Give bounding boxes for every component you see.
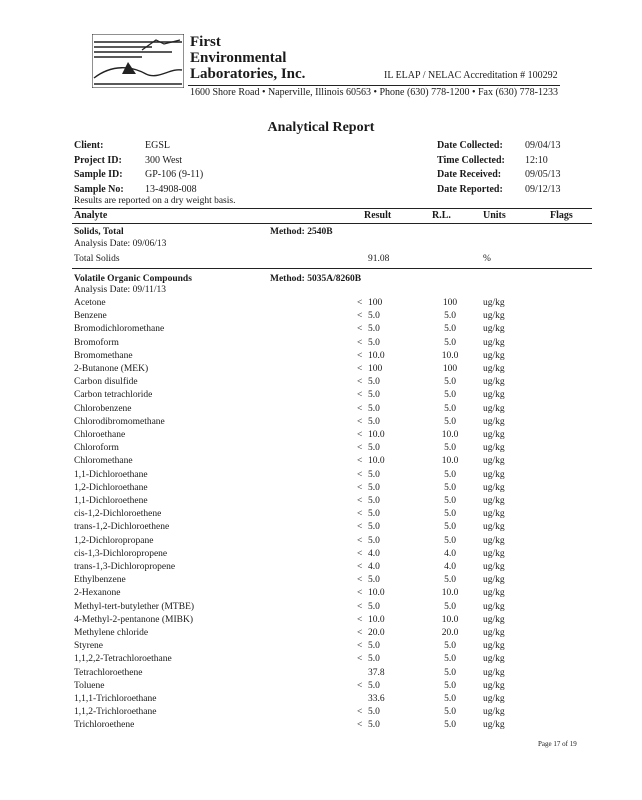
result-value: 20.0 [368, 628, 385, 638]
result-value: 5.0 [368, 416, 380, 427]
rl-value: 5.0 [444, 522, 456, 533]
table-row [0, 628, 642, 641]
result-value: 5.0 [368, 403, 380, 414]
table-row [0, 254, 642, 267]
table-row [0, 311, 642, 324]
unit-value: ug/kg [483, 311, 505, 322]
unit-value: ug/kg [483, 482, 505, 493]
less-than-sign: < [357, 324, 363, 335]
less-than-sign: < [357, 614, 363, 625]
result-value: 5.0 [368, 720, 380, 731]
accreditation: IL ELAP / NELAC Accreditation # 100292 [384, 70, 558, 81]
company-address: 1600 Shore Road • Naperville, Illinois 60563 • Phone (630) 778-1200 • Fax (630) 778-1233 [190, 87, 558, 98]
analyte-name: Methylene chloride [74, 628, 149, 638]
analyte-name: 1,1-Dichloroethene [74, 496, 148, 506]
result-value: 100 [368, 364, 383, 374]
unit-value: ug/kg [483, 416, 505, 427]
result-value: 100 [368, 298, 383, 308]
less-than-sign: < [357, 496, 363, 506]
analyte-name: Chloroform [74, 443, 119, 454]
result-value: 5.0 [368, 496, 380, 506]
analyte-name: 1,2-Dichloropropane [74, 535, 154, 546]
voc-analysis-date: Analysis Date: 09/11/13 [74, 285, 166, 295]
table-row [0, 377, 642, 390]
unit-value: ug/kg [483, 469, 505, 480]
time-collected-label: Time Collected: [437, 154, 505, 166]
solids-bottom-rule [72, 268, 592, 269]
solids-analysis-date: Analysis Date: 09/06/13 [74, 239, 167, 249]
analyte-name: Chlorodibromomethane [74, 416, 165, 427]
result-value: 5.0 [368, 482, 380, 493]
rl-value: 5.0 [444, 641, 456, 652]
rl-value: 5.0 [444, 707, 456, 718]
result-value: 5.0 [368, 654, 380, 665]
table-row [0, 694, 642, 707]
analyte-name: 1,1-Dichloroethane [74, 469, 148, 480]
analyte-name: Acetone [74, 298, 106, 308]
rl-value: 10.0 [441, 588, 459, 599]
unit-value: ug/kg [483, 377, 505, 388]
sample-id-value: GP-106 (9-11) [145, 169, 204, 180]
unit-value: ug/kg [483, 614, 505, 625]
date-received-value: 09/05/13 [525, 169, 561, 180]
rl-value: 10.0 [441, 614, 459, 625]
analyte-name: Total Solids [74, 254, 120, 264]
result-value: 91.08 [368, 254, 390, 264]
unit-value: ug/kg [483, 403, 505, 414]
col-analyte: Analyte [74, 210, 108, 221]
rl-value: 5.0 [444, 390, 456, 401]
rl-value: 5.0 [444, 337, 456, 348]
less-than-sign: < [357, 350, 363, 361]
rl-value: 5.0 [444, 324, 456, 335]
address-divider [188, 85, 560, 86]
unit-value: ug/kg [483, 535, 505, 546]
less-than-sign: < [357, 562, 363, 572]
result-value: 4.0 [368, 562, 380, 572]
result-value: 5.0 [368, 311, 380, 322]
unit-value: ug/kg [483, 628, 505, 638]
solids-method: Method: 2540B [270, 227, 333, 237]
rl-value: 5.0 [444, 403, 456, 414]
result-value: 5.0 [368, 390, 380, 401]
result-value: 37.8 [368, 667, 385, 678]
unit-value: ug/kg [483, 522, 505, 533]
table-row [0, 575, 642, 588]
page-footer: Page 17 of 19 [538, 740, 577, 748]
result-value: 5.0 [368, 575, 380, 586]
unit-value: ug/kg [483, 496, 505, 506]
table-row [0, 509, 642, 522]
company-name-line-3: Laboratories, Inc. [190, 66, 306, 82]
table-row [0, 351, 642, 364]
project-label: Project ID: [74, 154, 122, 166]
less-than-sign: < [357, 298, 363, 308]
analyte-name: cis-1,3-Dichloropropene [74, 548, 168, 559]
time-collected-value: 12:10 [525, 154, 548, 166]
rl-value: 100 [442, 364, 458, 374]
analyte-name: Chlorobenzene [74, 403, 132, 414]
rl-value: 5.0 [444, 482, 456, 493]
rl-value: 4.0 [444, 562, 456, 572]
less-than-sign: < [357, 548, 363, 559]
table-row [0, 443, 642, 456]
table-row [0, 602, 642, 615]
analyte-name: trans-1,2-Dichloroethene [74, 522, 170, 533]
rl-value: 10.0 [441, 350, 459, 361]
result-value: 5.0 [368, 377, 380, 388]
result-value: 5.0 [368, 469, 380, 480]
table-row [0, 668, 642, 681]
date-reported-label: Date Reported: [437, 183, 503, 195]
table-row [0, 720, 642, 733]
voc-method: Method: 5035A/8260B [270, 274, 362, 284]
less-than-sign: < [357, 522, 363, 533]
result-value: 5.0 [368, 641, 380, 652]
voc-section-title: Volatile Organic Compounds [74, 274, 192, 284]
unit-value: ug/kg [483, 298, 505, 308]
col-result: Result [364, 210, 392, 221]
table-row [0, 654, 642, 667]
rl-value: 5.0 [444, 311, 456, 322]
report-title: Analytical Report [267, 120, 375, 135]
rl-value: 20.0 [441, 628, 459, 638]
date-reported-value: 09/12/13 [525, 183, 561, 195]
rl-value: 100 [442, 298, 458, 308]
rl-value: 5.0 [444, 601, 456, 612]
less-than-sign: < [357, 416, 363, 427]
unit-value: ug/kg [483, 680, 505, 691]
table-row [0, 470, 642, 483]
unit-value: ug/kg [483, 694, 505, 704]
col-rl: R.L. [432, 210, 451, 221]
result-value: 10.0 [368, 430, 385, 440]
table-header-rule [72, 223, 592, 224]
rl-value: 10.0 [441, 430, 459, 440]
date-collected-value: 09/04/13 [525, 140, 561, 151]
table-row [0, 707, 642, 720]
company-name [190, 34, 305, 82]
result-value: 5.0 [368, 443, 380, 454]
less-than-sign: < [357, 575, 363, 586]
analyte-name: 2-Butanone (MEK) [74, 364, 149, 374]
sample-no-label: Sample No: [74, 183, 124, 195]
less-than-sign: < [357, 364, 363, 374]
unit-value: ug/kg [483, 601, 505, 612]
rl-value: 5.0 [444, 509, 456, 520]
unit-value: ug/kg [483, 575, 505, 586]
col-units: Units [483, 210, 506, 221]
unit-value: % [483, 254, 491, 264]
rl-value: 5.0 [444, 377, 456, 388]
unit-value: ug/kg [483, 641, 505, 652]
table-row [0, 522, 642, 535]
analyte-name: 2-Hexanone [74, 588, 121, 599]
less-than-sign: < [357, 628, 363, 638]
unit-value: ug/kg [483, 562, 505, 572]
unit-value: ug/kg [483, 324, 505, 335]
sample-no-value: 13-4908-008 [145, 183, 197, 195]
analyte-name: Toluene [74, 680, 105, 691]
less-than-sign: < [357, 443, 363, 454]
table-row [0, 588, 642, 601]
client-label: Client: [74, 140, 104, 151]
unit-value: ug/kg [483, 707, 505, 718]
less-than-sign: < [357, 377, 363, 388]
less-than-sign: < [357, 720, 363, 731]
less-than-sign: < [357, 482, 363, 493]
table-row [0, 615, 642, 628]
unit-value: ug/kg [483, 337, 505, 348]
analyte-name: Bromodichloromethane [74, 324, 165, 335]
table-row [0, 430, 642, 443]
rl-value: 5.0 [444, 469, 456, 480]
less-than-sign: < [357, 654, 363, 665]
col-flags: Flags [550, 210, 573, 221]
rl-value: 5.0 [444, 575, 456, 586]
table-row [0, 536, 642, 549]
result-value: 5.0 [368, 509, 380, 520]
table-row [0, 338, 642, 351]
analyte-name: 1,1,2-Trichloroethane [74, 707, 157, 718]
unit-value: ug/kg [483, 720, 505, 731]
less-than-sign: < [357, 707, 363, 718]
less-than-sign: < [357, 588, 363, 599]
unit-value: ug/kg [483, 509, 505, 520]
analyte-name: Carbon disulfide [74, 377, 138, 388]
rl-value: 5.0 [444, 720, 456, 731]
less-than-sign: < [357, 641, 363, 652]
table-row [0, 404, 642, 417]
less-than-sign: < [357, 390, 363, 401]
less-than-sign: < [357, 456, 363, 467]
table-top-rule [72, 208, 592, 209]
solids-section-title: Solids, Total [74, 227, 124, 237]
table-row [0, 641, 642, 654]
table-row [0, 483, 642, 496]
rl-value: 4.0 [444, 548, 456, 559]
less-than-sign: < [357, 469, 363, 480]
rl-value: 5.0 [444, 535, 456, 546]
client-info [0, 139, 642, 197]
rl-value: 5.0 [444, 443, 456, 454]
result-value: 5.0 [368, 522, 380, 533]
table-row [0, 364, 642, 377]
project-value: 300 West [145, 154, 183, 166]
unit-value: ug/kg [483, 350, 505, 361]
table-row [0, 417, 642, 430]
less-than-sign: < [357, 337, 363, 348]
analyte-name: 1,1,2,2-Tetrachloroethane [74, 654, 172, 665]
sample-id-label: Sample ID: [74, 169, 123, 180]
result-value: 5.0 [368, 601, 380, 612]
less-than-sign: < [357, 680, 363, 691]
less-than-sign: < [357, 311, 363, 322]
analyte-name: Bromomethane [74, 350, 133, 361]
rl-value: 5.0 [444, 680, 456, 691]
table-row [0, 562, 642, 575]
unit-value: ug/kg [483, 364, 505, 374]
analyte-name: Styrene [74, 641, 104, 652]
analyte-name: Chloromethane [74, 456, 133, 467]
table-row [0, 496, 642, 509]
unit-value: ug/kg [483, 588, 505, 599]
rl-value: 5.0 [444, 416, 456, 427]
unit-value: ug/kg [483, 456, 505, 467]
result-value: 5.0 [368, 337, 380, 348]
rl-value: 5.0 [444, 694, 456, 704]
result-value: 5.0 [368, 680, 380, 691]
company-name-line-2: Environmental [190, 50, 287, 66]
analyte-name: cis-1,2-Dichloroethene [74, 509, 162, 520]
result-value: 4.0 [368, 548, 380, 559]
table-row [0, 549, 642, 562]
unit-value: ug/kg [483, 654, 505, 665]
analyte-name: 1,1,1-Trichloroethane [74, 694, 157, 704]
rl-value: 10.0 [441, 456, 459, 467]
client-value: EGSL [145, 140, 170, 151]
result-value: 5.0 [368, 324, 380, 335]
table-row [0, 681, 642, 694]
date-received-label: Date Received: [437, 169, 502, 180]
analyte-name: Chloroethane [74, 430, 126, 440]
analyte-name: Tetrachloroethene [74, 667, 143, 678]
less-than-sign: < [357, 535, 363, 546]
rl-value: 5.0 [444, 496, 456, 506]
unit-value: ug/kg [483, 667, 505, 678]
result-value: 5.0 [368, 707, 380, 718]
result-value: 5.0 [368, 535, 380, 546]
analyte-name: 1,2-Dichloroethane [74, 482, 148, 493]
less-than-sign: < [357, 430, 363, 440]
company-logo [92, 34, 184, 88]
unit-value: ug/kg [483, 430, 505, 440]
analyte-name: 4-Methyl-2-pentanone (MIBK) [74, 614, 193, 625]
analyte-name: Bromoform [74, 337, 119, 348]
result-value: 33.6 [368, 694, 385, 704]
result-value: 10.0 [368, 588, 385, 599]
analyte-name: trans-1,3-Dichloropropene [74, 562, 176, 572]
result-value: 10.0 [368, 456, 385, 467]
rl-value: 5.0 [444, 654, 456, 665]
analyte-name: Carbon tetrachloride [74, 390, 153, 401]
less-than-sign: < [357, 601, 363, 612]
unit-value: ug/kg [483, 548, 505, 559]
dry-weight-note: Results are reported on a dry weight basis. [74, 196, 236, 206]
result-value: 10.0 [368, 614, 385, 625]
company-name-line-1: First [190, 34, 221, 50]
result-value: 10.0 [368, 350, 385, 361]
analyte-name: Benzene [74, 311, 107, 322]
unit-value: ug/kg [483, 390, 505, 401]
date-collected-label: Date Collected: [437, 140, 503, 151]
table-row [0, 324, 642, 337]
less-than-sign: < [357, 403, 363, 414]
unit-value: ug/kg [483, 443, 505, 454]
table-row [0, 390, 642, 403]
rl-value: 5.0 [444, 667, 456, 678]
analyte-name: Ethylbenzene [74, 575, 126, 586]
analyte-name: Trichloroethene [74, 720, 135, 731]
less-than-sign: < [357, 509, 363, 520]
table-row [0, 456, 642, 469]
analyte-name: Methyl-tert-butylether (MTBE) [74, 601, 195, 612]
table-row [0, 298, 642, 311]
